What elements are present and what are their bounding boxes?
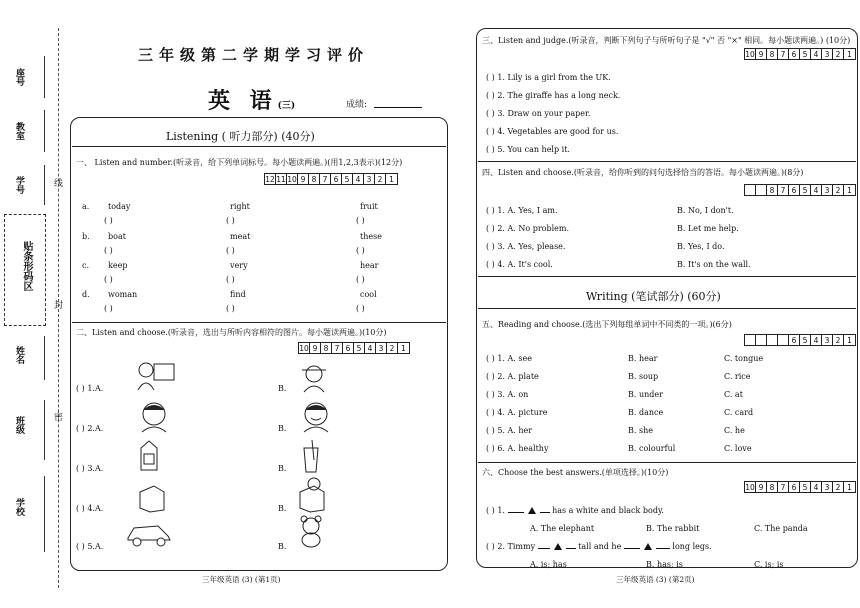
answer-paren[interactable]: ( ) — [356, 304, 365, 313]
answer-paren[interactable]: ( ) — [226, 246, 235, 255]
seal-char-seal: 封 — [54, 301, 64, 311]
s6-q2-mid: tall and he — [578, 542, 622, 551]
section6-instruction: 六、Choose the best answers.(单项选择。)(10分) — [482, 468, 669, 477]
score-cell: 1 — [389, 175, 394, 184]
score-cell: 9 — [756, 49, 767, 59]
score-cell: 4 — [353, 174, 364, 184]
score-cell: 4 — [811, 335, 822, 345]
section6-score-grid — [744, 481, 856, 493]
footer-right: 三年级英语 (3) (第2页) — [616, 575, 695, 584]
score-cell: 1 — [847, 336, 852, 345]
s2-q5[interactable]: ( ) 5.A. — [76, 542, 104, 551]
score-cell: 7 — [778, 185, 789, 195]
score-cell — [767, 335, 778, 345]
seal-char-line: 线 — [54, 179, 64, 189]
subject-name: 英 语 — [208, 88, 278, 114]
score-cell: 10 — [745, 483, 755, 492]
seal-char-secret: 密 — [54, 413, 64, 423]
answer-paren[interactable]: ( ) — [104, 304, 113, 313]
juice-glass-image — [298, 438, 324, 474]
score-cell: 9 — [756, 482, 767, 492]
crying-boy-image — [134, 398, 174, 434]
score-cell: 10 — [745, 50, 755, 59]
score-cell: 1 — [847, 186, 852, 195]
box-with-ball-image — [296, 476, 328, 514]
s5-option: B. hear — [628, 354, 658, 363]
s2-q1-b: B. — [278, 384, 287, 393]
answer-paren[interactable]: ( ) — [356, 246, 365, 255]
word-item: these — [360, 232, 382, 241]
section2-instruction: 二、Listen and choose.(听录音，选出与所听内容相符的图片。每小题读两遍。)(10分) — [76, 328, 387, 337]
answer-paren[interactable]: ( ) — [104, 246, 113, 255]
s6-q2-c: C. is; is — [754, 560, 784, 569]
seat-number-label: 座号 — [14, 68, 24, 86]
s6-q1-b: B. The rabbit — [646, 524, 700, 533]
blank — [540, 512, 550, 513]
score-cell: 5 — [800, 49, 811, 59]
section1-instruction: 一、 Listen and number.(听录音，给下列单词标号。每小题读两遍。)(用1,2,3表示)(12分) — [76, 158, 403, 167]
word-item: hear — [360, 261, 379, 270]
score-cell: 8 — [309, 174, 320, 184]
s4-q1-a[interactable]: ( ) 1. A. Yes, I am. — [486, 206, 558, 215]
score-cell — [745, 185, 756, 195]
score-cell — [778, 335, 789, 345]
section1-score-grid — [264, 173, 398, 185]
score-cell: 10 — [299, 344, 309, 353]
s5-option: C. love — [724, 444, 752, 453]
score-cell: 6 — [789, 49, 800, 59]
s4-q2-a[interactable]: ( ) 2. A. No problem. — [486, 224, 570, 233]
divider — [478, 308, 856, 309]
s6-q1-rest: has a white and black body. — [552, 506, 664, 515]
score-cell — [756, 335, 767, 345]
score-cell: 2 — [833, 482, 844, 492]
s5-option: C. he — [724, 426, 745, 435]
divider — [478, 161, 856, 162]
score-cell: 2 — [833, 335, 844, 345]
score-cell: 6 — [789, 185, 800, 195]
section4-score-grid — [744, 184, 856, 196]
score-cell: 5 — [800, 335, 811, 345]
s5-option: B. she — [628, 426, 653, 435]
s5-option: B. soup — [628, 372, 659, 381]
writing-title: Writing (笔试部分) (60分) — [586, 290, 721, 303]
answer-paren[interactable]: ( ) — [226, 216, 235, 225]
score-cell: 5 — [800, 185, 811, 195]
s6-q2[interactable] — [486, 542, 712, 551]
score-cell: 9 — [298, 174, 309, 184]
score-cell: 10 — [287, 175, 297, 184]
listening-title: Listening ( 听力部分) (40分) — [166, 130, 315, 143]
score-cell: 5 — [342, 174, 353, 184]
divider — [72, 322, 446, 323]
s5-option: C. rice — [724, 372, 751, 381]
class-label: 班级 — [14, 416, 24, 434]
score-cell: 5 — [800, 482, 811, 492]
row-letter: a. — [82, 202, 90, 211]
s2-q2-b: B. — [278, 424, 287, 433]
word-item: boat — [108, 232, 126, 241]
student-id-label: 学号 — [14, 176, 24, 194]
word-item: very — [230, 261, 248, 270]
s3-q1[interactable]: ( ) 1. Lily is a girl from the UK. — [486, 73, 611, 82]
reading-girl-image — [132, 358, 178, 394]
score-cell: 4 — [811, 185, 822, 195]
score-cell: 6 — [343, 343, 354, 353]
word-item: find — [230, 290, 246, 299]
s5-option: B. under — [628, 390, 663, 399]
divider — [478, 462, 856, 463]
s5-option: B. colourful — [628, 444, 676, 453]
score-cell: 2 — [387, 343, 398, 353]
score-cell — [745, 335, 756, 345]
s3-q4[interactable]: ( ) 4. Vegetables are good for us. — [486, 127, 619, 136]
s4-q2-b: B. Let me help. — [677, 224, 739, 233]
blank — [508, 512, 524, 513]
name-label: 姓名 — [14, 346, 24, 364]
divider — [478, 276, 856, 277]
s5-question[interactable]: ( ) 2. A. plate — [486, 372, 539, 381]
milk-carton-image — [136, 438, 162, 472]
row-letter: b. — [82, 232, 90, 241]
answer-paren[interactable]: ( ) — [104, 275, 113, 284]
student-id-line — [44, 165, 45, 205]
s2-q4[interactable]: ( ) 4.A. — [76, 504, 104, 513]
blank — [656, 548, 670, 549]
score-cell: 7 — [778, 482, 789, 492]
barcode-area-label: 贴条形码区 — [21, 241, 32, 291]
class-line — [44, 400, 45, 460]
s2-q3-b: B. — [278, 464, 287, 473]
score-cell: 1 — [401, 344, 406, 353]
s6-q2-b: B. has; is — [646, 560, 683, 569]
s6-q1-a: A. The elephant — [530, 524, 595, 533]
name-line — [44, 336, 45, 380]
s4-q1-b: B. No, I don't. — [677, 206, 734, 215]
score-cell: 3 — [364, 174, 375, 184]
s4-q3-a[interactable]: ( ) 3. A. Yes, please. — [486, 242, 566, 251]
school-line — [44, 476, 45, 552]
word-item: woman — [108, 290, 138, 299]
s5-option: C. card — [724, 408, 754, 417]
blank — [566, 548, 576, 549]
score-cell: 6 — [789, 335, 800, 345]
score-label: 成绩: — [346, 100, 368, 110]
score-cell: 6 — [331, 174, 342, 184]
classroom-label: 教室 — [14, 122, 24, 140]
section4-instruction: 四、Listen and choose.(听录音，给你听到的问句选择恰当的答语。每小题读两遍。)(8分) — [482, 168, 804, 177]
s5-option: B. dance — [628, 408, 664, 417]
score-cell: 7 — [778, 49, 789, 59]
s6-q2-prefix: ( ) 2. Timmy — [486, 542, 536, 551]
footer-left: 三年级英语 (3) (第1页) — [202, 575, 281, 584]
toy-car-image — [124, 518, 174, 548]
teddy-bear-image — [296, 514, 326, 548]
word-item: cool — [360, 290, 377, 299]
triangle-icon — [528, 507, 536, 514]
score-cell: 3 — [822, 185, 833, 195]
s4-q3-b: B. Yes, I do. — [677, 242, 725, 251]
score-cell: 6 — [789, 482, 800, 492]
answer-paren[interactable]: ( ) — [226, 304, 235, 313]
score-cell: 4 — [811, 482, 822, 492]
answer-paren[interactable]: ( ) — [104, 216, 113, 225]
s5-question[interactable]: ( ) 5. A. her — [486, 426, 533, 435]
score-cell: 1 — [847, 483, 852, 492]
answer-paren[interactable]: ( ) — [356, 216, 365, 225]
answer-paren[interactable]: ( ) — [226, 275, 235, 284]
score-cell: 12 — [265, 175, 275, 184]
row-letter: d. — [82, 290, 90, 299]
s3-q5[interactable]: ( ) 5. You can help it. — [486, 145, 570, 154]
score-cell: 4 — [365, 343, 376, 353]
score-cell: 8 — [767, 482, 778, 492]
s5-option: C. tongue — [724, 354, 764, 363]
score-cell: 9 — [310, 343, 321, 353]
s3-q2[interactable]: ( ) 2. The giraffe has a long neck. — [486, 91, 621, 100]
binding-sidebar — [0, 0, 62, 608]
s5-question[interactable]: ( ) 6. A. healthy — [486, 444, 549, 453]
section5-score-grid — [744, 334, 856, 346]
classroom-line — [44, 110, 45, 152]
s5-question[interactable]: ( ) 1. A. see — [486, 354, 532, 363]
s6-q1[interactable] — [486, 506, 664, 515]
score-cell: 5 — [354, 343, 365, 353]
score-cell: 3 — [822, 482, 833, 492]
section3-instruction: 三、Listen and judge.(听录音，判断下列句子与所听句子是 "√" 否 "×" 相同。每小题读两遍。) (10分) — [482, 36, 851, 45]
seat-number-line — [44, 56, 45, 98]
section2-score-grid — [298, 342, 410, 354]
score-cell: 1 — [847, 50, 852, 59]
score-field[interactable] — [374, 107, 422, 108]
score-cell: 8 — [321, 343, 332, 353]
smiling-boy-image — [296, 398, 336, 434]
score-cell: 2 — [833, 185, 844, 195]
empty-box-image — [136, 478, 166, 514]
triangle-icon — [644, 543, 652, 550]
answer-paren[interactable]: ( ) — [356, 275, 365, 284]
word-item: keep — [108, 261, 128, 270]
exam-title: 三年级第二学期学习评价 — [138, 46, 370, 64]
score-cell: 2 — [375, 174, 386, 184]
score-cell: 3 — [822, 335, 833, 345]
score-cell: 3 — [376, 343, 387, 353]
s2-q4-b: B. — [278, 504, 287, 513]
score-cell — [756, 185, 767, 195]
word-item: fruit — [360, 202, 378, 211]
s5-question[interactable]: ( ) 4. A. picture — [486, 408, 548, 417]
word-item: today — [108, 202, 131, 211]
version-label: (三) — [277, 101, 296, 111]
score-cell: 8 — [767, 49, 778, 59]
word-item: right — [230, 202, 250, 211]
s2-q2[interactable]: ( ) 2.A. — [76, 424, 104, 433]
s2-q1[interactable]: ( ) 1.A. — [76, 384, 104, 393]
s2-q3[interactable]: ( ) 3.A. — [76, 464, 104, 473]
divider — [72, 146, 446, 147]
s4-q4-a[interactable]: ( ) 4. A. It's cool. — [486, 260, 553, 269]
score-cell: 7 — [320, 174, 331, 184]
s5-option: C. at — [724, 390, 743, 399]
triangle-icon — [554, 543, 562, 550]
subject-title — [208, 84, 295, 115]
word-item: meat — [230, 232, 251, 241]
section5-instruction: 五、Reading and choose.(选出下列每组单词中不同类的一项。)(6分) — [482, 320, 732, 329]
s6-q2-a: A. is; has — [530, 560, 567, 569]
s6-q1-c: C. The panda — [754, 524, 808, 533]
school-label: 学校 — [14, 498, 24, 516]
barcode-area — [4, 214, 46, 326]
score-cell: 2 — [833, 49, 844, 59]
score-cell: 7 — [332, 343, 343, 353]
s2-q5-b: B. — [278, 542, 287, 551]
score-cell: 11 — [276, 175, 286, 184]
girl-with-hat-image — [296, 358, 332, 394]
score-cell: 8 — [767, 185, 778, 195]
row-letter: c. — [82, 261, 90, 270]
s6-q2-rest: long legs. — [672, 542, 712, 551]
s5-question[interactable]: ( ) 3. A. on — [486, 390, 529, 399]
s6-q1-prefix: ( ) 1. — [486, 506, 505, 515]
blank — [624, 548, 640, 549]
s3-q3[interactable]: ( ) 3. Draw on your paper. — [486, 109, 591, 118]
score-cell: 4 — [811, 49, 822, 59]
section3-score-grid — [744, 48, 856, 60]
s4-q4-b: B. It's on the wall. — [677, 260, 751, 269]
blank — [538, 548, 550, 549]
score-cell: 3 — [822, 49, 833, 59]
